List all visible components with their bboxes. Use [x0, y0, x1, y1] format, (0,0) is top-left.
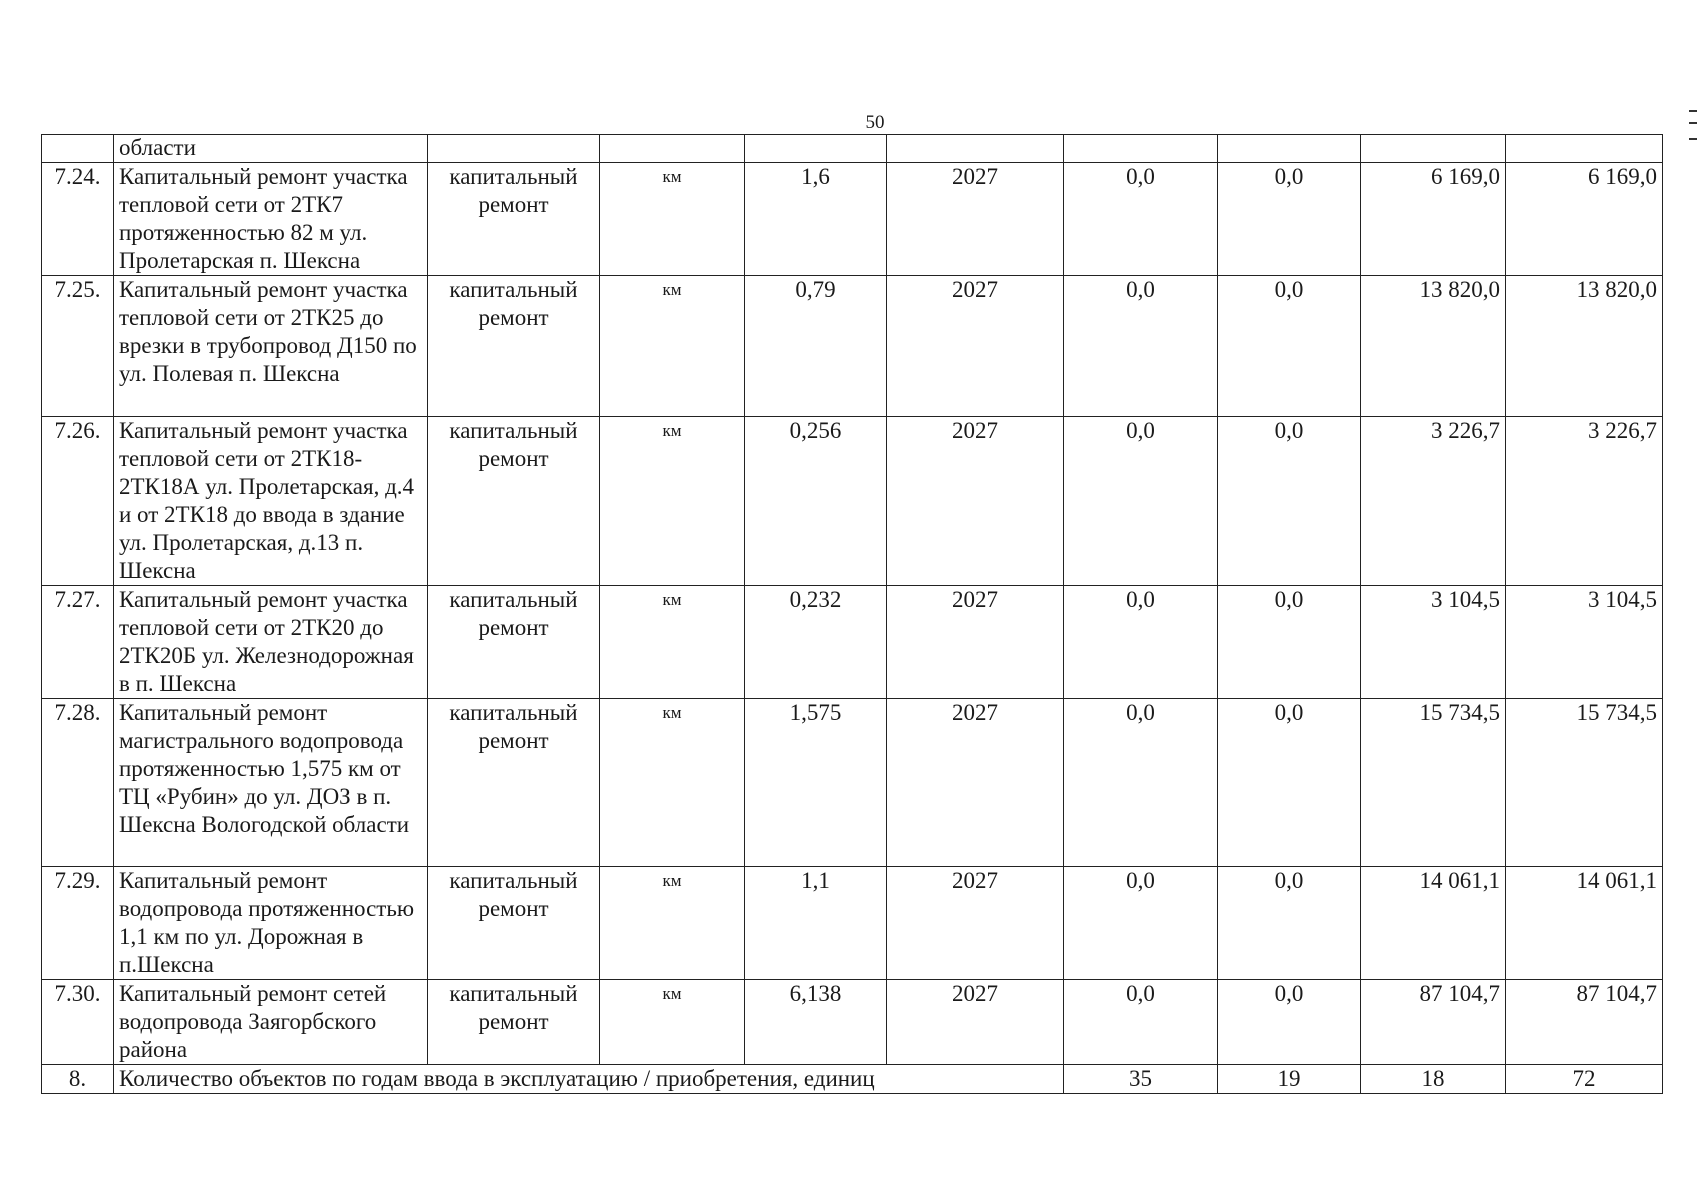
row-v1: 0,0 [1064, 980, 1218, 1065]
row-year: 2027 [887, 699, 1064, 867]
row-v2: 0,0 [1218, 867, 1361, 980]
row-v3: 15 734,5 [1361, 699, 1506, 867]
row-v3: 3 104,5 [1361, 586, 1506, 699]
row-year: 2027 [887, 163, 1064, 276]
cell-length [745, 135, 887, 163]
row-number: 7.26. [42, 417, 114, 586]
row-total: 87 104,7 [1506, 980, 1663, 1065]
row-total: 3 104,5 [1506, 586, 1663, 699]
total-number: 8. [42, 1065, 114, 1094]
row-unit: км [600, 699, 745, 867]
row-total: 6 169,0 [1506, 163, 1663, 276]
row-v3: 6 169,0 [1361, 163, 1506, 276]
row-length: 1,575 [745, 699, 887, 867]
row-v3: 87 104,7 [1361, 980, 1506, 1065]
row-length: 6,138 [745, 980, 887, 1065]
row-number: 7.24. [42, 163, 114, 276]
row-unit: км [600, 980, 745, 1065]
row-v2: 0,0 [1218, 276, 1361, 417]
row-v1: 0,0 [1064, 276, 1218, 417]
row-name: Капитальный ремонт участка тепловой сети от 2ТК20 до 2ТК20Б ул. Железнодорожная в п. Шексна [114, 586, 428, 699]
table-row [42, 586, 1663, 699]
row-v1: 0,0 [1064, 867, 1218, 980]
row-year: 2027 [887, 417, 1064, 586]
row-v1: 0,0 [1064, 699, 1218, 867]
row-number: 7.28. [42, 699, 114, 867]
total-v1: 35 [1064, 1065, 1218, 1094]
row-type: капитальный ремонт [428, 699, 600, 867]
row-length: 0,256 [745, 417, 887, 586]
cell-v1 [1064, 135, 1218, 163]
row-unit: км [600, 163, 745, 276]
cell-year [887, 135, 1064, 163]
row-length: 0,79 [745, 276, 887, 417]
cell-name: области [114, 135, 428, 163]
row-unit: км [600, 586, 745, 699]
row-total: 14 061,1 [1506, 867, 1663, 980]
table-body [42, 135, 1663, 1094]
total-v2: 19 [1218, 1065, 1361, 1094]
total-label: Количество объектов по годам ввода в эксплуатацию / приобретения, единиц [114, 1065, 1064, 1094]
row-type: капитальный ремонт [428, 163, 600, 276]
row-year: 2027 [887, 276, 1064, 417]
row-v1: 0,0 [1064, 586, 1218, 699]
page-number: 50 [865, 112, 885, 133]
cell-num [42, 135, 114, 163]
cell-type [428, 135, 600, 163]
total-v3: 18 [1361, 1065, 1506, 1094]
total-row [42, 1065, 1663, 1094]
row-type: капитальный ремонт [428, 276, 600, 417]
row-v3: 3 226,7 [1361, 417, 1506, 586]
row-v2: 0,0 [1218, 586, 1361, 699]
row-unit: км [600, 417, 745, 586]
cell-unit [600, 135, 745, 163]
row-year: 2027 [887, 867, 1064, 980]
row-year: 2027 [887, 586, 1064, 699]
row-type: капитальный ремонт [428, 417, 600, 586]
table-row [42, 980, 1663, 1065]
row-v2: 0,0 [1218, 699, 1361, 867]
investment-program-table [41, 134, 1663, 1094]
table-row [42, 163, 1663, 276]
table-row [42, 867, 1663, 980]
row-year: 2027 [887, 980, 1064, 1065]
row-name: Капитальный ремонт сетей водопровода Заягорбского района [114, 980, 428, 1065]
row-v3: 13 820,0 [1361, 276, 1506, 417]
row-name: Капитальный ремонт участка тепловой сети от 2ТК18-2ТК18А ул. Пролетарская, д.4 и от 2ТК18 до ввода в здание ул. Пролетарская, д.13 п. Шексна [114, 417, 428, 586]
row-name: Капитальный ремонт участка тепловой сети от 2ТК7 протяженностью 82 м ул. Пролетарская п. Шексна [114, 163, 428, 276]
row-number: 7.25. [42, 276, 114, 417]
row-length: 0,232 [745, 586, 887, 699]
row-v2: 0,0 [1218, 417, 1361, 586]
row-type: капитальный ремонт [428, 980, 600, 1065]
row-v3: 14 061,1 [1361, 867, 1506, 980]
row-number: 7.27. [42, 586, 114, 699]
row-type: капитальный ремонт [428, 867, 600, 980]
row-total: 15 734,5 [1506, 699, 1663, 867]
continuation-row [42, 135, 1663, 163]
row-length: 1,1 [745, 867, 887, 980]
row-number: 7.30. [42, 980, 114, 1065]
table-row [42, 417, 1663, 586]
row-number: 7.29. [42, 867, 114, 980]
row-length: 1,6 [745, 163, 887, 276]
row-v2: 0,0 [1218, 980, 1361, 1065]
row-v1: 0,0 [1064, 417, 1218, 586]
row-total: 13 820,0 [1506, 276, 1663, 417]
cell-v2 [1218, 135, 1361, 163]
total-total: 72 [1506, 1065, 1663, 1094]
cell-v3 [1361, 135, 1506, 163]
row-name: Капитальный ремонт участка тепловой сети от 2ТК25 до врезки в трубопровод Д150 по ул. Полевая п. Шексна [114, 276, 428, 417]
row-v2: 0,0 [1218, 163, 1361, 276]
row-v1: 0,0 [1064, 163, 1218, 276]
row-unit: км [600, 276, 745, 417]
row-type: капитальный ремонт [428, 586, 600, 699]
table-row [42, 276, 1663, 417]
row-name: Капитальный ремонт магистрального водопровода протяженностью 1,575 км от ТЦ «Рубин» до ул. ДОЗ в п. Шексна Вологодской области [114, 699, 428, 867]
row-unit: км [600, 867, 745, 980]
row-total: 3 226,7 [1506, 417, 1663, 586]
margin-mark [1689, 110, 1697, 140]
cell-total [1506, 135, 1663, 163]
table-row [42, 699, 1663, 867]
row-name: Капитальный ремонт водопровода протяженностью 1,1 км по ул. Дорожная в п.Шексна [114, 867, 428, 980]
